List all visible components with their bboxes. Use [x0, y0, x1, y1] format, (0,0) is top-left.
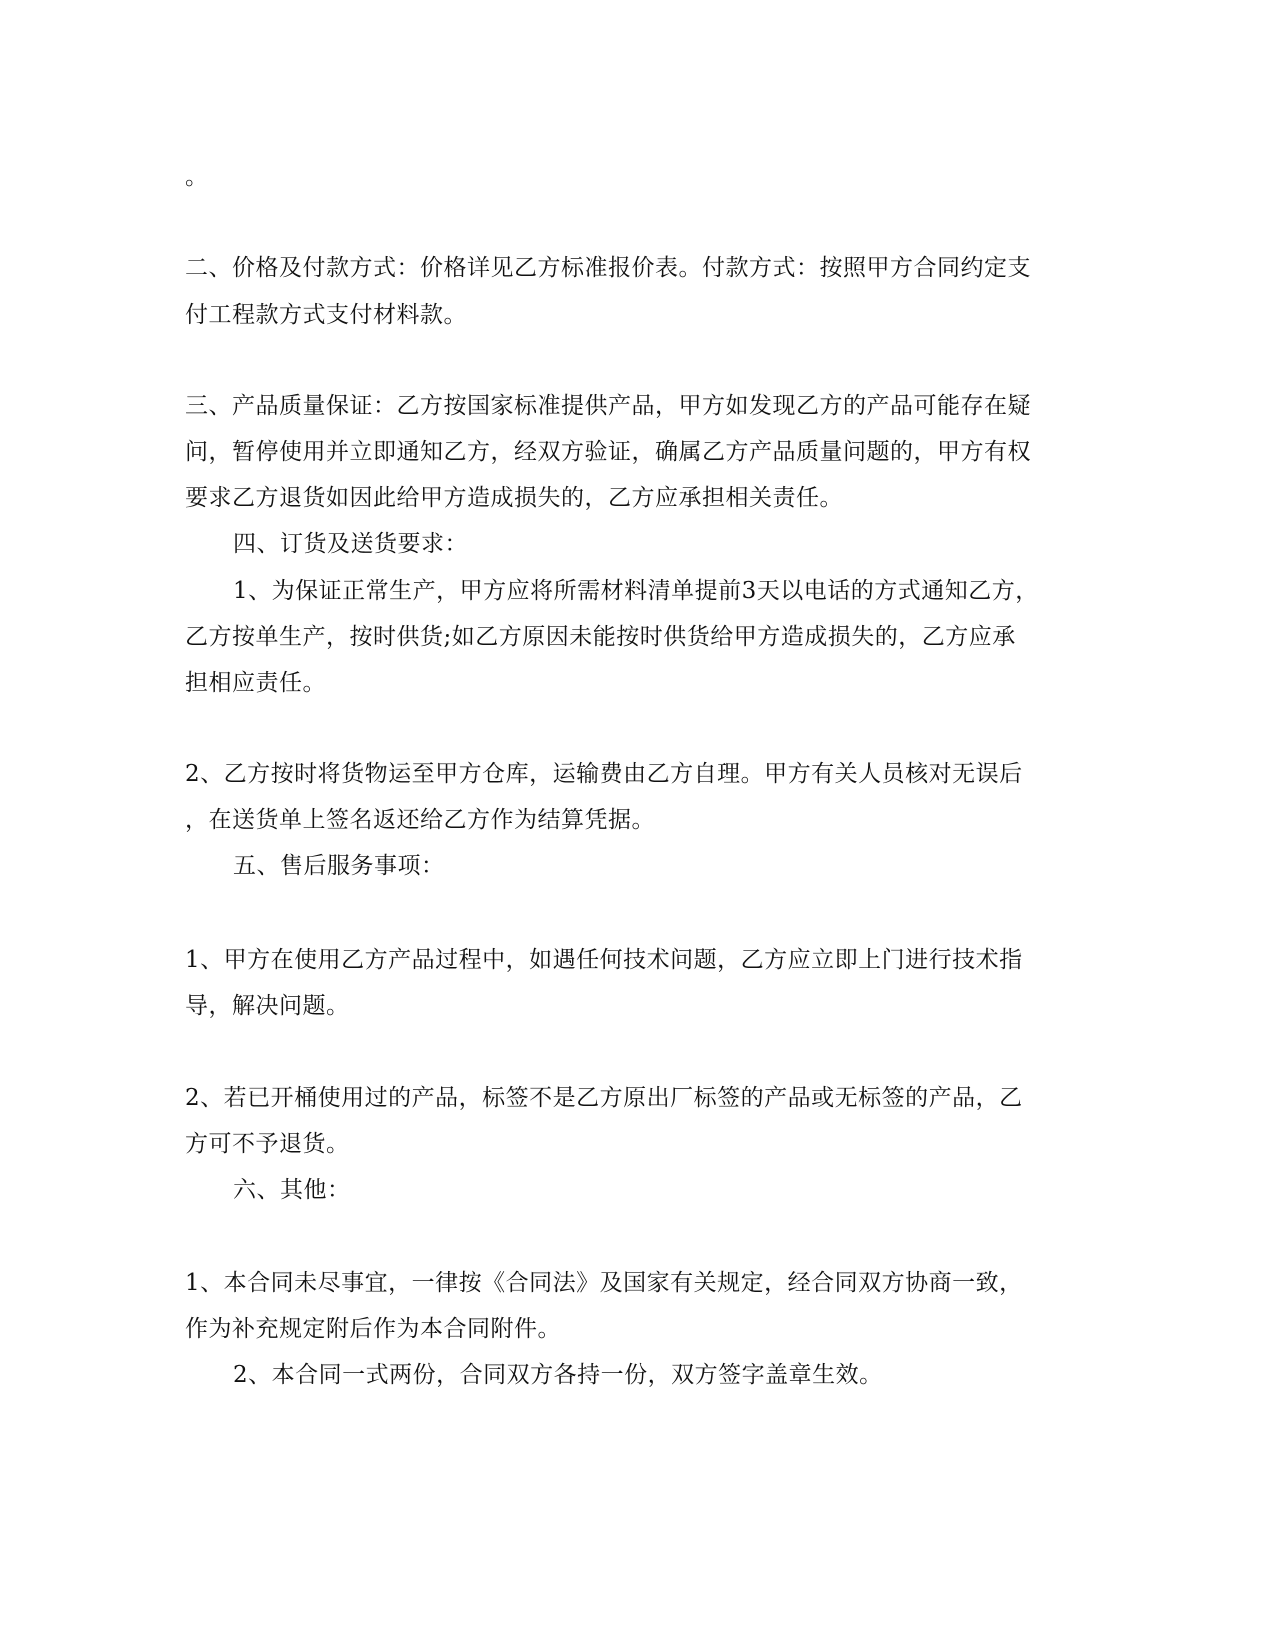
text-line: 付工程款方式支付材料款。: [185, 302, 467, 328]
text-line: 2、乙方按时将货物运至甲方仓库，运输费由乙方自理。甲方有关人员核对无误后: [185, 761, 1023, 787]
text-line: 2、本合同一式两份，合同双方各持一份，双方签字盖章生效。: [233, 1362, 883, 1388]
section-5-heading: 五、售后服务事项：: [233, 853, 445, 879]
text-line: 方可不予退货。: [185, 1131, 350, 1157]
section-6-heading: 六、其他：: [233, 1177, 351, 1203]
text-line: 1、本合同未尽事宜，一律按《合同法》及国家有关规定，经合同双方协商一致，: [185, 1270, 1023, 1296]
text-line: 1、甲方在使用乙方产品过程中，如遇任何技术问题，乙方应立即上门进行技术指: [185, 947, 1023, 973]
section-2-heading-line: 二、价格及付款方式：价格详见乙方标准报价表。付款方式：按照甲方合同约定支: [185, 255, 1031, 281]
text-line: 问，暂停使用并立即通知乙方，经双方验证，确属乙方产品质量问题的，甲方有权: [185, 439, 1031, 465]
section-4-heading: 四、订货及送货要求：: [233, 531, 468, 557]
text-line: 要求乙方退货如因此给甲方造成损失的，乙方应承担相关责任。: [185, 485, 843, 511]
section-3-heading-line: 三、产品质量保证：乙方按国家标准提供产品，甲方如发现乙方的产品可能存在疑: [185, 393, 1031, 419]
text-line: 1、为保证正常生产，甲方应将所需材料清单提前3天以电话的方式通知乙方，: [233, 578, 1039, 604]
text-line: 导，解决问题。: [185, 993, 350, 1019]
text-line: ，在送货单上签名返还给乙方作为结算凭据。: [185, 807, 655, 833]
text-line: 作为补充规定附后作为本合同附件。: [185, 1316, 561, 1342]
text-line: 乙方按单生产，按时供货;如乙方原因未能按时供货给甲方造成损失的，乙方应承: [185, 624, 1016, 650]
text-line: 2、若已开桶使用过的产品，标签不是乙方原出厂标签的产品或无标签的产品，乙: [185, 1085, 1023, 1111]
text-line: 担相应责任。: [185, 670, 326, 696]
text-line: 。: [185, 164, 209, 190]
